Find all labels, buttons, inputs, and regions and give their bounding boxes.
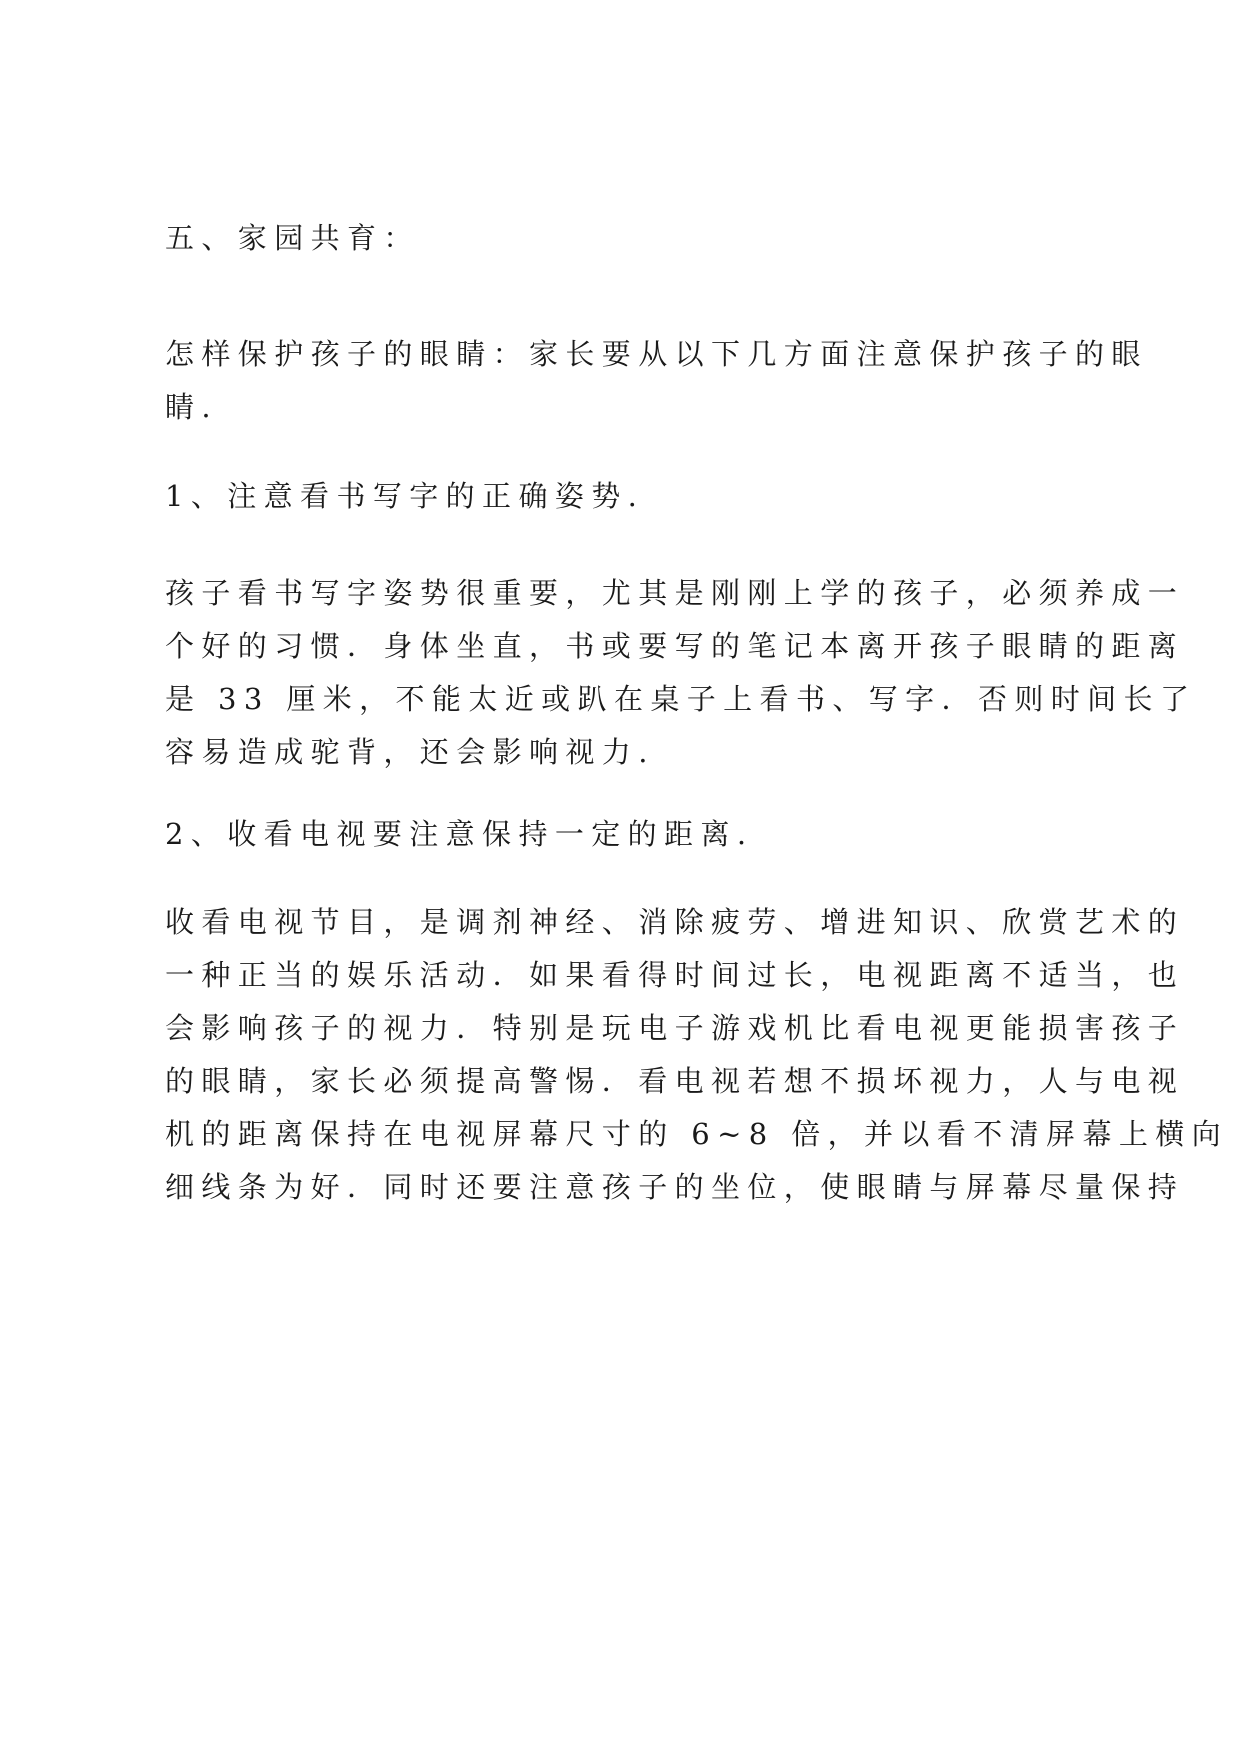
- point2-para-line-2: 一种正当的娱乐活动．如果看得时间过长，电视距离不适当，也: [165, 958, 1185, 992]
- point1-para-line-2: 个好的习惯．身体坐直，书或要写的笔记本离开孩子眼睛的距离: [165, 629, 1185, 663]
- point1-para-line-3: 是 33 厘米，不能太近或趴在桌子上看书、写字．否则时间长了: [165, 682, 1197, 716]
- intro-line-2: 睛.: [165, 390, 219, 424]
- point1-para-line-1: 孩子看书写字姿势很重要，尤其是刚刚上学的孩子，必须养成一: [165, 576, 1185, 610]
- point2-heading: 2、收看电视要注意保持一定的距离.: [165, 817, 754, 851]
- point1-heading: 1、注意看书写字的正确姿势.: [165, 479, 645, 513]
- document-body: [165, 221, 1229, 1204]
- section-heading: 五、家园共育：: [165, 221, 420, 255]
- intro-line-1: 怎样保护孩子的眼睛：家长要从以下几方面注意保护孩子的眼: [165, 337, 1148, 371]
- point2-para-line-5: 机的距离保持在电视屏幕尺寸的 6~8 倍，并以看不清屏幕上横向: [165, 1117, 1229, 1151]
- point2-para-line-6: 细线条为好．同时还要注意孩子的坐位，使眼睛与屏幕尽量保持: [165, 1170, 1185, 1204]
- point1-para-line-4: 容易造成驼背，还会影响视力.: [165, 735, 655, 769]
- point2-para-line-4: 的眼睛，家长必须提高警惕．看电视若想不损坏视力，人与电视: [165, 1064, 1185, 1098]
- point2-para-line-1: 收看电视节目，是调剂神经、消除疲劳、增进知识、欣赏艺术的: [165, 905, 1185, 939]
- point2-para-line-3: 会影响孩子的视力．特别是玩电子游戏机比看电视更能损害孩子: [165, 1011, 1185, 1045]
